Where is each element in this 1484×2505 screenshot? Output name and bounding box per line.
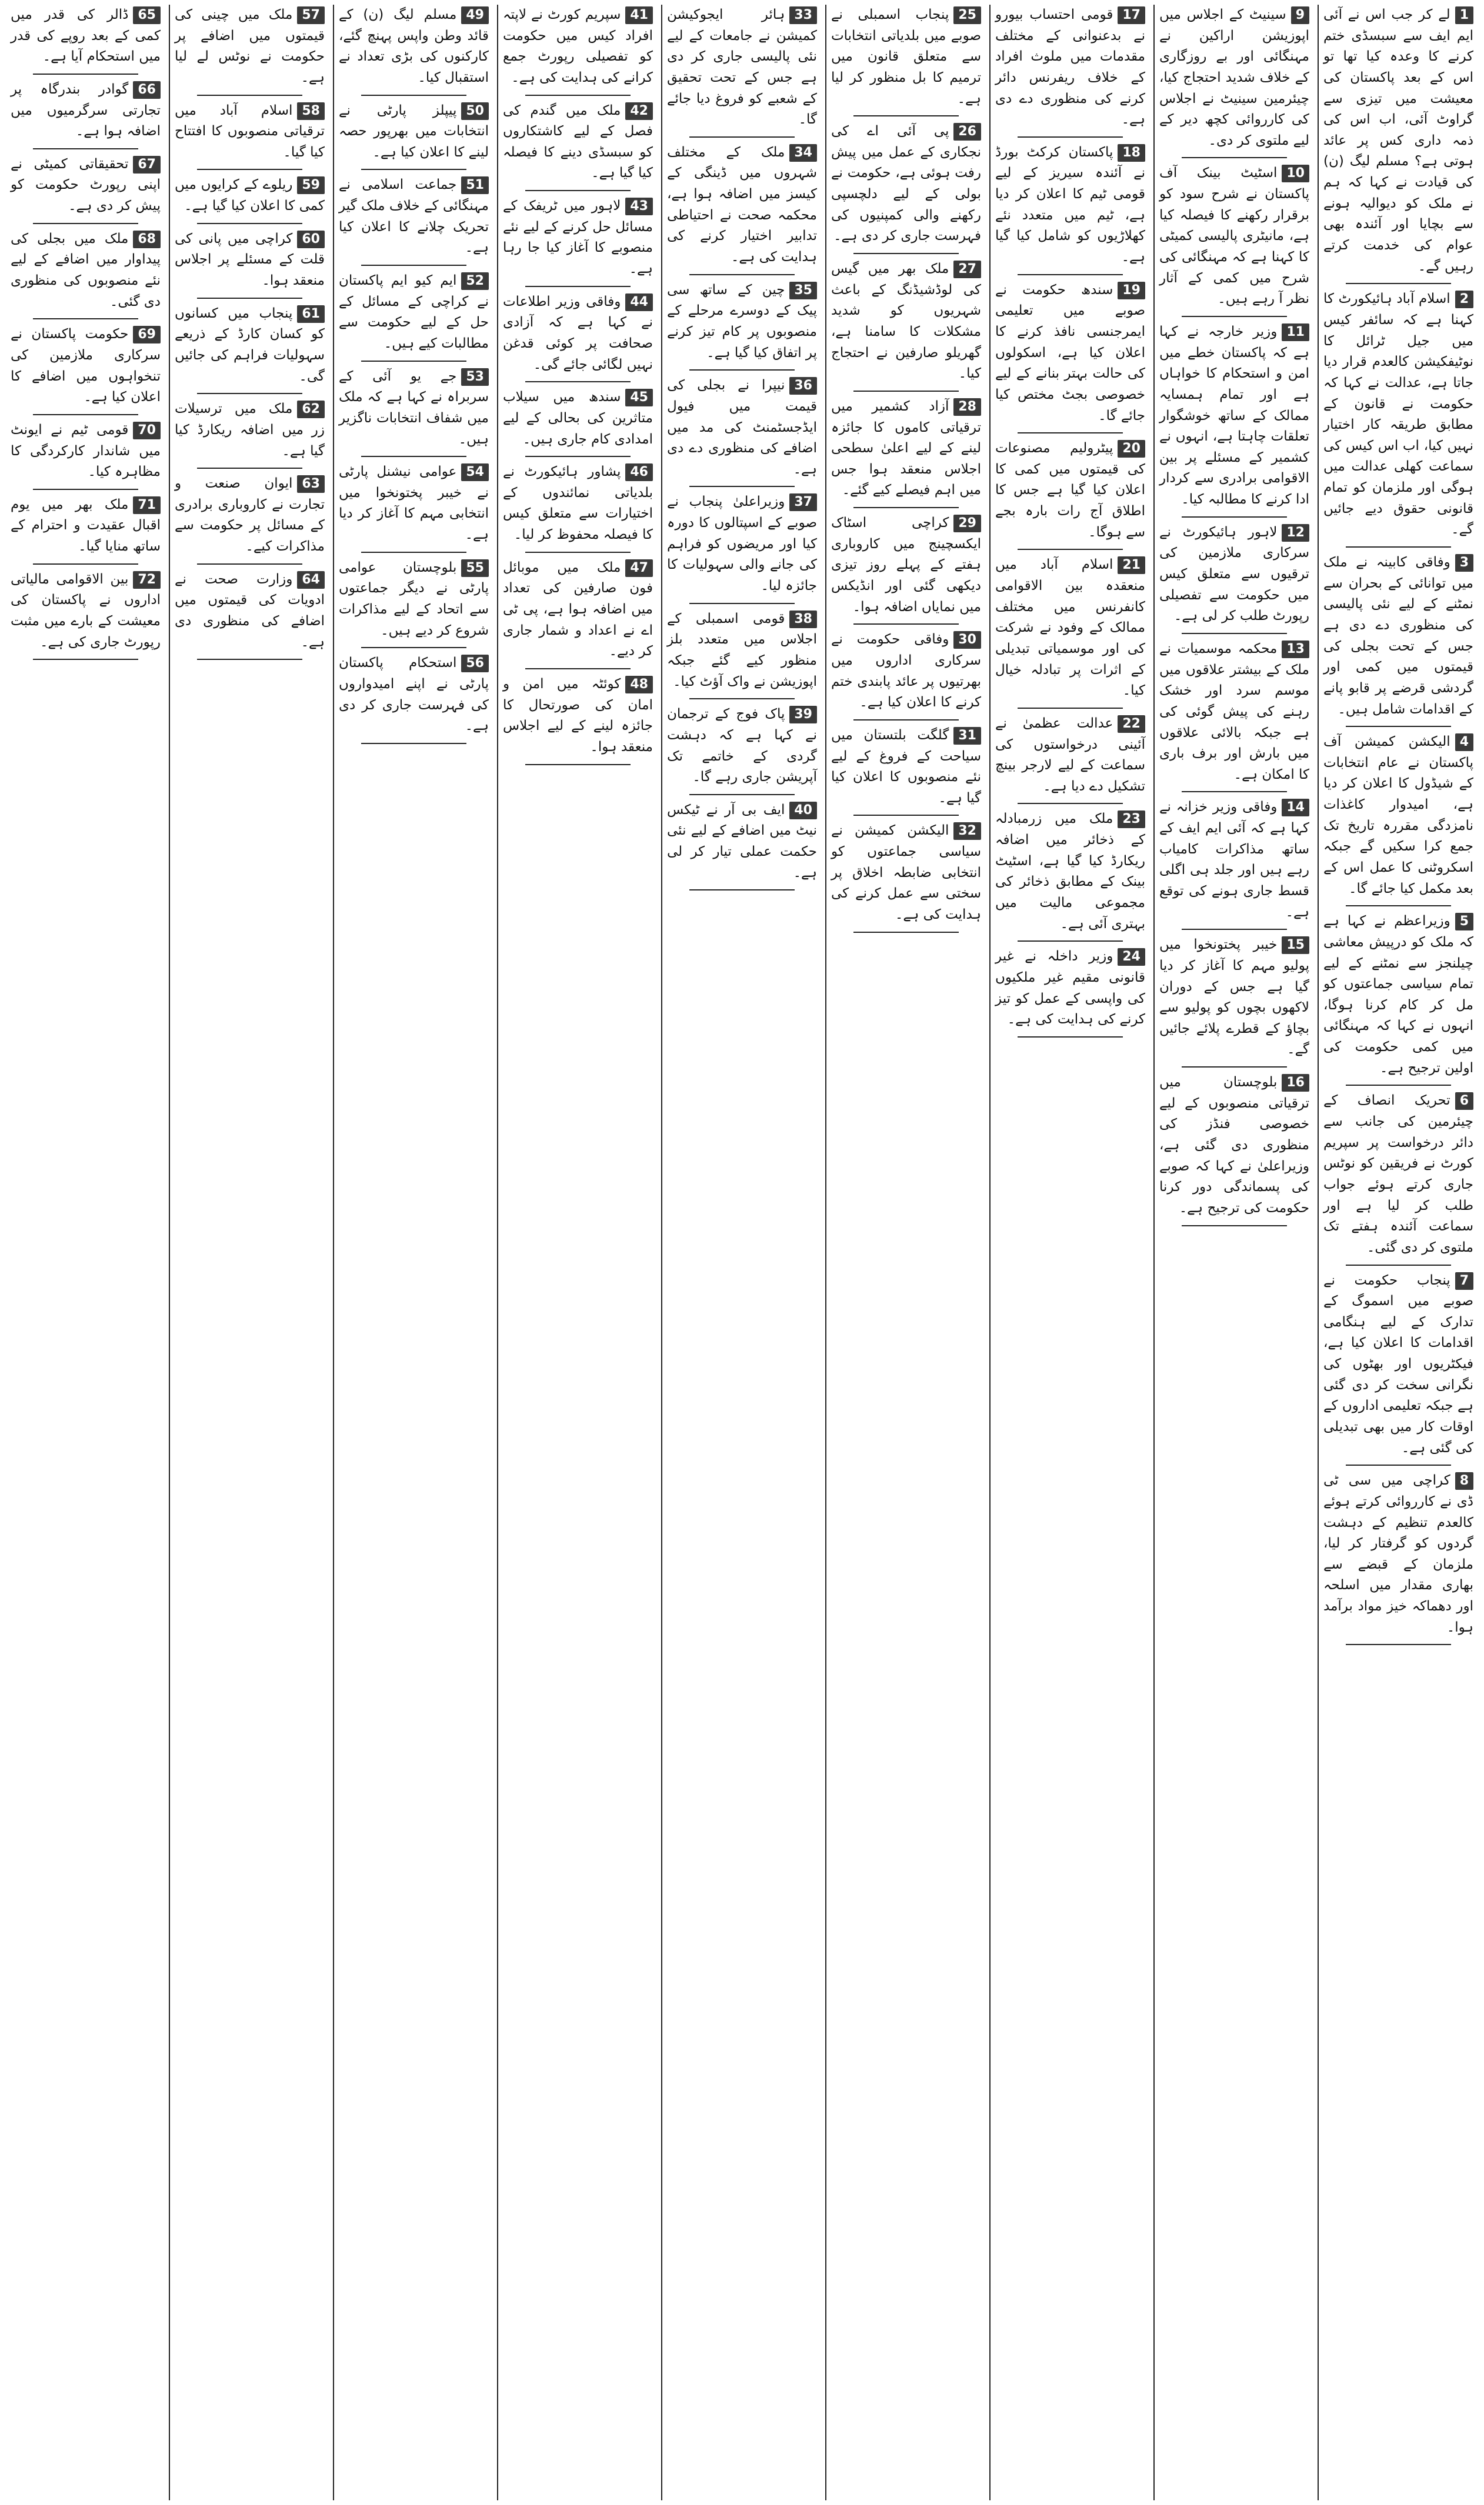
item-divider (33, 318, 138, 319)
item-number-badge: 20 (1118, 440, 1145, 458)
item-divider (525, 552, 631, 553)
item-divider (689, 486, 795, 487)
news-item (831, 121, 981, 247)
item-divider (689, 603, 795, 604)
item-divider (1346, 1085, 1451, 1086)
item-divider (1346, 1644, 1451, 1645)
item-divider (525, 286, 631, 287)
item-number-badge: 56 (461, 655, 489, 672)
news-item (175, 399, 325, 462)
item-text: قومی ٹیم نے ایونٹ میں شاندار کارکردگی کا مظاہرہ کیا۔ (11, 422, 161, 480)
item-text: کوئٹہ میں امن و امان کی صورتحال کا جائزہ لینے کے لیے اجلاس منعقد ہوا۔ (503, 676, 653, 755)
item-number-badge: 58 (297, 102, 325, 120)
item-number-badge: 62 (297, 401, 325, 418)
item-divider (525, 381, 631, 382)
news-item (1159, 5, 1309, 151)
news-item (339, 653, 489, 737)
item-number-badge: 13 (1282, 641, 1309, 658)
item-text: ملک میں بجلی کی پیداوار میں اضافے کے لیے نئے منصوبوں کی منظوری دی گئی۔ (11, 231, 161, 309)
item-text: کراچی اسٹاک ایکسچینج میں کاروباری ہفتے کے پہلے روز تیزی دیکھی گئی اور انڈیکس میں نمایاں اضافہ ہوا۔ (831, 515, 981, 615)
item-number-badge: 15 (1282, 936, 1309, 954)
item-number-badge: 59 (297, 176, 325, 194)
item-divider (853, 623, 959, 625)
item-text: اسلام آباد میں ترقیاتی منصوبوں کا افتتاح کیا گیا۔ (175, 102, 325, 160)
item-text: قومی احتساب بیورو نے بدعنوانی کے مختلف مقدمات میں ملوث افراد کے خلاف ریفرنس دائر کرنے کی منظوری دے دی ہے۔ (995, 7, 1145, 128)
item-number-badge: 12 (1282, 524, 1309, 542)
item-text: وفاقی وزیر خزانہ نے کہا ہے کہ آئی ایم ایف کے ساتھ مذاکرات کامیاب رہے ہیں اور جلد ہی اگلی قسط جاری ہونے کی توقع ہے۔ (1159, 799, 1309, 920)
news-item (995, 809, 1145, 935)
item-divider (197, 468, 302, 469)
item-number-badge: 60 (297, 231, 325, 248)
news-item (503, 558, 653, 662)
news-item (175, 175, 325, 216)
item-text: عدالت عظمیٰ نے آئینی درخواستوں کی سماعت کے لیے لارجر بینچ تشکیل دے دیا ہے۔ (995, 715, 1145, 794)
item-number-badge: 7 (1455, 1272, 1473, 1290)
item-text: قومی اسمبلی کے اجلاس میں متعدد بلز منظور کیے گئے جبکہ اپوزیشن نے واک آؤٹ کیا۔ (667, 611, 817, 689)
item-divider (33, 659, 138, 660)
item-text: الیکشن کمیشن نے سیاسی جماعتوں کو انتخابی ضابطہ اخلاق پر سختی سے عمل کرنے کی ہدایت کی ہے۔ (831, 823, 981, 922)
item-divider (525, 95, 631, 96)
item-number-badge: 2 (1455, 291, 1473, 308)
item-divider (853, 815, 959, 816)
news-item (1323, 552, 1473, 720)
item-number-badge: 43 (625, 198, 653, 215)
news-item (503, 292, 653, 376)
item-number-badge: 29 (953, 515, 981, 532)
item-number-badge: 34 (789, 144, 817, 162)
item-number-badge: 28 (953, 398, 981, 416)
news-item (339, 5, 489, 89)
news-item (11, 420, 161, 483)
item-divider (689, 889, 795, 890)
item-text: وفاقی وزیر اطلاعات نے کہا ہے کہ آزادی صحافت پر کوئی قدغن نہیں لگائی جائے گی۔ (503, 293, 653, 372)
news-item (175, 303, 325, 388)
news-item (175, 569, 325, 653)
item-number-badge: 71 (133, 496, 161, 514)
item-divider (361, 647, 466, 648)
news-columns (6, 5, 1478, 2500)
news-item (175, 5, 325, 89)
item-divider (1018, 940, 1123, 942)
item-divider (1182, 157, 1287, 158)
item-text: جے یو آئی کے سربراہ نے کہا ہے کہ ملک میں شفاف انتخابات ناگزیر ہیں۔ (339, 368, 489, 447)
item-text: وزارت صحت نے ادویات کی قیمتوں میں اضافے کی منظوری دی ہے۔ (175, 571, 325, 650)
news-item (175, 101, 325, 164)
news-item (175, 473, 325, 558)
item-text: آزاد کشمیر میں ترقیاتی کاموں کا جائزہ لینے کے لیے اعلیٰ سطحی اجلاس منعقد ہوا جس میں اہم فیصلے کیے گئے۔ (831, 398, 981, 498)
item-text: پنجاب اسمبلی نے صوبے میں بلدیاتی انتخابات سے متعلق قانون میں ترمیم کا بل منظور کر لیا ہے۔ (831, 7, 981, 106)
item-divider (1018, 803, 1123, 804)
news-item (831, 5, 981, 109)
item-number-badge: 31 (953, 727, 981, 745)
item-text: ملک میں ترسیلات زر میں اضافہ ریکارڈ کیا گیا ہے۔ (175, 401, 325, 459)
news-item (339, 462, 489, 546)
item-number-badge: 33 (789, 6, 817, 24)
item-text: پشاور ہائیکورٹ نے بلدیاتی نمائندوں کے اختیارات سے متعلق کیس کا فیصلہ محفوظ کر لیا۔ (503, 464, 653, 543)
item-text: پاک فوج کے ترجمان نے کہا ہے کہ دہشت گردی کے خاتمے تک آپریشن جاری رہے گا۔ (667, 706, 817, 785)
item-text: پیٹرولیم مصنوعات کی قیمتوں میں کمی کا اعلان کیا گیا ہے جس کا اطلاق آج رات بارہ بجے سے ہوگا۔ (995, 441, 1145, 540)
news-item (11, 79, 161, 142)
news-item (1159, 522, 1309, 627)
news-item (11, 154, 161, 217)
news-item (339, 366, 489, 451)
item-number-badge: 10 (1282, 165, 1309, 182)
item-text: لے کر جب اس نے آئی ایم ایف سے سبسڈی ختم کرنے کا وعدہ کیا تھا تو اس کے بعد پاکستان کی معیشت میں تیزی سے گراوٹ آئی، اب اس کی ذمہ داری کس پر عائد ہوتی ہے؟ مسلم لیگ (ن) کی قیادت نے کہا کہ ہم نے ملک کو دیوالیہ ہونے سے بچایا اور آئندہ بھی عوام کی خدمت کرتے رہیں گے۔ (1323, 7, 1473, 274)
news-item (995, 142, 1145, 268)
item-number-badge: 69 (133, 326, 161, 343)
item-text: سندھ حکومت نے صوبے میں تعلیمی ایمرجنسی نافذ کرنے کا اعلان کیا ہے، اسکولوں کی حالت بہتر بنانے کے لیے خصوصی بجٹ مختص کیا جائے گا۔ (995, 282, 1145, 423)
news-item (667, 375, 817, 480)
item-number-badge: 52 (461, 272, 489, 290)
news-item (503, 101, 653, 185)
item-text: ملک بھر میں گیس کی لوڈشیڈنگ کے باعث شہریوں کو شدید مشکلات کا سامنا ہے، گھریلو صارفین نے احتجاج کیا۔ (831, 261, 981, 382)
item-divider (853, 115, 959, 116)
item-number-badge: 9 (1291, 6, 1309, 24)
item-divider (853, 932, 959, 933)
news-item (831, 820, 981, 925)
item-divider (689, 794, 795, 795)
item-number-badge: 24 (1118, 948, 1145, 966)
item-text: سینیٹ کے اجلاس میں اپوزیشن اراکین نے مہنگائی اور بے روزگاری کے خلاف شدید احتجاج کیا، چیئرمین سینیٹ نے اجلاس کی کارروائی کچھ دیر کے لیے ملتوی کر دی۔ (1159, 7, 1309, 148)
item-text: ملک بھر میں یوم اقبال عقیدت و احترام کے ساتھ منایا گیا۔ (11, 496, 161, 555)
item-text: پیپلز پارٹی نے انتخابات میں بھرپور حصہ لینے کا اعلان کیا ہے۔ (339, 102, 489, 160)
item-number-badge: 5 (1455, 913, 1473, 930)
item-divider (197, 95, 302, 96)
item-text: استحکام پاکستان پارٹی نے اپنے امیدواروں کی فہرست جاری کر دی ہے۔ (339, 655, 489, 734)
item-text: محکمہ موسمیات نے ملک کے بیشتر علاقوں میں موسم سرد اور خشک رہنے کی پیش گوئی کی ہے جبکہ بالائی علاقوں میں بارش اور برف باری کا امکان ہے۔ (1159, 641, 1309, 782)
item-divider (1346, 546, 1451, 548)
news-item (831, 629, 981, 713)
news-item (995, 5, 1145, 131)
item-number-badge: 54 (461, 463, 489, 481)
item-text: اسٹیٹ بینک آف پاکستان نے شرح سود کو برقرار رکھنے کا فیصلہ کیا ہے، مانیٹری پالیسی کمیٹی کا کہنا ہے کہ مہنگائی کی شرح میں کمی کے آثار نظر آ رہے ہیں۔ (1159, 165, 1309, 307)
item-number-badge: 16 (1282, 1074, 1309, 1092)
news-column (989, 5, 1150, 2500)
item-divider (1182, 1066, 1287, 1068)
item-text: ملک میں گندم کی فصل کے لیے کاشتکاروں کو سبسڈی دینے کا فیصلہ کیا گیا ہے۔ (503, 102, 653, 181)
item-divider (689, 369, 795, 371)
item-text: پی آئی اے کی نجکاری کے عمل میں پیش رفت ہوئی ہے، حکومت نے بولی کے لیے دلچسپی رکھنے والی کمپنیوں کی فہرست جاری کر دی ہے۔ (831, 124, 981, 244)
item-divider (1182, 929, 1287, 930)
item-text: وزیراعظم نے کہا ہے کہ ملک کو درپیش معاشی چیلنجز سے نمٹنے کے لیے تمام سیاسی جماعتوں کو مل کر کام کرنا ہوگا، انہوں نے کہا کہ مہنگائی میں کمی حکومت کی اولین ترجیح ہے۔ (1323, 913, 1473, 1076)
item-divider (361, 456, 466, 457)
item-divider (689, 274, 795, 275)
item-text: ملک میں چینی کی قیمتوں میں اضافے پر حکومت نے نوٹس لے لیا ہے۔ (175, 7, 325, 85)
item-divider (1182, 791, 1287, 792)
item-number-badge: 66 (133, 81, 161, 99)
item-divider (33, 223, 138, 224)
item-text: وفاقی کابینہ نے ملک میں توانائی کے بحران سے نمٹنے کے لیے نئی پالیسی کی منظوری دے دی ہے جس کے تحت بجلی کی قیمتوں میں کمی اور گردشی قرضے پر قابو پانے کے اقدامات شامل ہیں۔ (1323, 555, 1473, 717)
news-column (1153, 5, 1314, 2500)
item-number-badge: 17 (1118, 6, 1145, 24)
news-item (1323, 911, 1473, 1079)
item-number-badge: 63 (297, 475, 325, 493)
item-number-badge: 47 (625, 559, 653, 577)
item-number-badge: 3 (1455, 554, 1473, 572)
item-divider (361, 552, 466, 553)
item-number-badge: 55 (461, 559, 489, 577)
item-number-badge: 1 (1455, 6, 1473, 24)
news-item (1159, 797, 1309, 923)
item-number-badge: 70 (133, 422, 161, 439)
item-divider (361, 265, 466, 266)
item-text: گلگت بلتستان میں سیاحت کے فروغ کے لیے نئے منصوبوں کا اعلان کیا گیا ہے۔ (831, 727, 981, 806)
news-item (667, 142, 817, 268)
item-number-badge: 57 (297, 6, 325, 24)
item-divider (197, 393, 302, 394)
item-number-badge: 37 (789, 493, 817, 511)
item-number-badge: 49 (461, 6, 489, 24)
item-text: ایف بی آر نے ٹیکس نیٹ میں اضافے کے لیے نئی حکمت عملی تیار کر لی ہے۔ (667, 802, 817, 880)
item-number-badge: 18 (1118, 144, 1145, 162)
news-item (1323, 1470, 1473, 1638)
item-divider (1182, 316, 1287, 317)
news-item (503, 674, 653, 758)
item-number-badge: 19 (1118, 282, 1145, 299)
news-item (831, 396, 981, 501)
item-number-badge: 8 (1455, 1472, 1473, 1490)
item-text: کراچی میں سی ٹی ڈی نے کارروائی کرتے ہوئے کالعدم تنظیم کے دہشت گردوں کو گرفتار کر لیا، ملزمان کے قبضے سے بھاری مقدار میں اسلحہ اور دھماکہ خیز مواد برآمد ہوا۔ (1323, 1473, 1473, 1635)
news-item (339, 271, 489, 355)
news-item (503, 196, 653, 280)
item-number-badge: 45 (625, 389, 653, 406)
item-text: ایم کیو ایم پاکستان نے کراچی کے مسائل کے حل کے لیے حکومت سے مطالبات کیے ہیں۔ (339, 273, 489, 351)
item-text: گوادر بندرگاہ پر تجارتی سرگرمیوں میں اضافہ ہوا ہے۔ (11, 81, 161, 139)
news-item (995, 713, 1145, 798)
item-number-badge: 67 (133, 156, 161, 174)
item-text: کراچی میں پانی کی قلت کے مسئلے پر اجلاس منعقد ہوا۔ (175, 231, 325, 289)
item-number-badge: 11 (1282, 323, 1309, 341)
item-divider (1018, 708, 1123, 709)
item-number-badge: 51 (461, 176, 489, 194)
item-text: ملک کے مختلف شہروں میں ڈینگی کے کیسز میں اضافہ ہوا ہے، محکمہ صحت نے احتیاطی تدابیر اختیار کرنے کی ہدایت کی ہے۔ (667, 144, 817, 265)
item-divider (525, 764, 631, 765)
item-text: چین کے ساتھ سی پیک کے دوسرے مرحلے کے منصوبوں پر کام تیز کرنے پر اتفاق کیا گیا ہے۔ (667, 282, 817, 361)
news-item (1323, 1270, 1473, 1459)
item-number-badge: 22 (1118, 715, 1145, 733)
item-number-badge: 4 (1455, 733, 1473, 751)
news-item (667, 5, 817, 131)
item-number-badge: 23 (1118, 810, 1145, 828)
item-text: ہائر ایجوکیشن کمیشن نے جامعات کے لیے نئی پالیسی جاری کر دی ہے جس کے تحت تحقیق کے شعبے کو فروغ دیا جائے گا۔ (667, 7, 817, 128)
news-item (995, 280, 1145, 426)
item-text: ملک میں موبائل فون صارفین کی تعداد میں اضافہ ہوا ہے، پی ٹی اے نے اعداد و شمار جاری کر دیے۔ (503, 559, 653, 659)
item-text: جماعت اسلامی نے مہنگائی کے خلاف ملک گیر تحریک چلانے کا اعلان کیا ہے۔ (339, 177, 489, 256)
news-column (825, 5, 986, 2500)
news-item (503, 5, 653, 89)
item-divider (1018, 432, 1123, 433)
news-column (497, 5, 658, 2500)
item-number-badge: 41 (625, 6, 653, 24)
item-text: اسلام آباد میں منعقدہ بین الاقوامی کانفرنس میں مختلف ممالک کے وفود نے شرکت کی اور موسمیاتی تبدیلی کے اثرات پر تبادلہ خیال کیا۔ (995, 557, 1145, 699)
news-item (339, 175, 489, 259)
news-item (11, 5, 161, 68)
news-item (1323, 1090, 1473, 1258)
news-column (6, 5, 165, 2500)
item-divider (525, 190, 631, 191)
item-text: وفاقی حکومت نے سرکاری اداروں میں بھرتیوں پر عائد پابندی ختم کرنے کا اعلان کیا ہے۔ (831, 632, 981, 711)
item-divider (853, 719, 959, 721)
item-number-badge: 30 (953, 631, 981, 649)
item-number-badge: 61 (297, 305, 325, 323)
item-divider (853, 253, 959, 254)
item-number-badge: 6 (1455, 1092, 1473, 1110)
news-item (175, 229, 325, 292)
item-divider (853, 391, 959, 392)
item-text: ریلوے کے کرایوں میں کمی کا اعلان کیا گیا ہے۔ (175, 177, 325, 214)
item-divider (33, 74, 138, 75)
item-number-badge: 68 (133, 231, 161, 248)
item-divider (361, 743, 466, 744)
news-item (11, 495, 161, 558)
item-divider (1182, 1225, 1287, 1226)
item-divider (197, 659, 302, 660)
item-divider (33, 563, 138, 565)
news-item (339, 101, 489, 164)
news-column (1318, 5, 1478, 2500)
item-number-badge: 42 (625, 102, 653, 120)
item-text: نیپرا نے بجلی کی قیمت میں فیول ایڈجسٹمنٹ کی مد میں اضافے کی منظوری دے دی ہے۔ (667, 378, 817, 477)
news-item (831, 513, 981, 618)
item-divider (33, 489, 138, 490)
item-text: پنجاب میں کسانوں کو کسان کارڈ کے ذریعے سہولیات فراہم کی جائیں گی۔ (175, 305, 325, 384)
news-item (11, 229, 161, 313)
item-number-badge: 32 (953, 822, 981, 840)
item-text: بین الاقوامی مالیاتی اداروں نے پاکستان کی معیشت کے بارے میں مثبت رپورٹ جاری کی ہے۔ (11, 571, 161, 650)
item-number-badge: 40 (789, 802, 817, 819)
item-divider (1346, 905, 1451, 906)
item-number-badge: 65 (133, 6, 161, 24)
news-item (667, 280, 817, 364)
news-item (831, 725, 981, 809)
item-divider (1018, 274, 1123, 275)
item-divider (1346, 1465, 1451, 1466)
news-column (661, 5, 822, 2500)
item-number-badge: 64 (297, 571, 325, 589)
news-item (1323, 5, 1473, 277)
item-number-badge: 53 (461, 368, 489, 386)
news-column (169, 5, 329, 2500)
news-item (1159, 163, 1309, 309)
item-number-badge: 48 (625, 676, 653, 693)
item-text: سپریم کورٹ نے لاپتہ افراد کیس میں حکومت کو تفصیلی رپورٹ جمع کرانے کی ہدایت کی ہے۔ (503, 7, 653, 85)
news-column (333, 5, 493, 2500)
item-text: لاہور میں ٹریفک کے مسائل حل کرنے کے لیے نئے منصوبے کا آغاز کیا جا رہا ہے۔ (503, 198, 653, 277)
news-item (1323, 732, 1473, 899)
news-item (339, 558, 489, 642)
news-item (1159, 322, 1309, 511)
news-item (831, 259, 981, 385)
item-divider (361, 169, 466, 170)
item-number-badge: 14 (1282, 799, 1309, 816)
item-text: مسلم لیگ (ن) کے قائد وطن واپس پہنچ گئے، کارکنوں کی بڑی تعداد نے استقبال کیا۔ (339, 7, 489, 85)
item-text: بلوچستان میں ترقیاتی منصوبوں کے لیے خصوصی فنڈز کی منظوری دی گئی ہے، وزیراعلیٰ نے کہا کہ صوبے کی پسماندگی دور کرنا حکومت کی ترجیح ہے۔ (1159, 1075, 1309, 1216)
item-text: عوامی نیشنل پارٹی نے خیبر پختونخوا میں انتخابی مہم کا آغاز کر دیا ہے۔ (339, 464, 489, 543)
item-text: ملک میں زرمبادلہ کے ذخائر میں اضافہ ریکارڈ کیا گیا ہے، اسٹیٹ بینک کے مطابق ذخائر کی مجموعی مالیت میں بہتری آئی ہے۔ (995, 811, 1145, 932)
item-divider (689, 136, 795, 138)
item-divider (853, 507, 959, 508)
item-number-badge: 25 (953, 6, 981, 24)
item-divider (1346, 1265, 1451, 1266)
news-item (995, 555, 1145, 701)
item-divider (1018, 136, 1123, 138)
item-divider (197, 169, 302, 170)
item-text: پنجاب حکومت نے صوبے میں اسموگ کے تدارک کے لیے ہنگامی اقدامات کا اعلان کیا ہے، فیکٹریوں اور بھٹوں کی نگرانی سخت کر دی گئی ہے جبکہ تعلیمی اداروں کے اوقات کار میں بھی تبدیلی کی گئی ہے۔ (1323, 1272, 1473, 1456)
item-number-badge: 50 (461, 102, 489, 120)
news-item (1159, 935, 1309, 1060)
item-number-badge: 35 (789, 282, 817, 299)
news-item (11, 569, 161, 653)
item-divider (1182, 633, 1287, 634)
news-item (667, 800, 817, 884)
item-divider (1346, 726, 1451, 727)
item-text: بلوچستان عوامی پارٹی نے دیگر جماعتوں سے اتحاد کے لیے مذاکرات شروع کر دیے ہیں۔ (339, 559, 489, 638)
item-text: ڈالر کی قدر میں کمی کے بعد روپے کی قدر میں استحکام آیا ہے۔ (11, 7, 161, 65)
item-divider (1182, 516, 1287, 518)
item-number-badge: 38 (789, 611, 817, 628)
item-text: تحریک انصاف کے چیئرمین کی جانب سے دائر درخواست پر سپریم کورٹ نے فریقین کو نوٹس جاری کرتے ہوئے جواب طلب کر لیا ہے اور سماعت آئندہ ہفتے تک ملتوی کر دی گئی۔ (1323, 1093, 1473, 1255)
news-item (667, 609, 817, 693)
item-divider (525, 668, 631, 669)
item-divider (361, 95, 466, 96)
item-text: سندھ میں سیلاب متاثرین کی بحالی کے لیے امدادی کام جاری ہیں۔ (503, 389, 653, 447)
item-divider (33, 148, 138, 149)
item-number-badge: 46 (625, 463, 653, 481)
item-divider (525, 456, 631, 457)
news-item (995, 946, 1145, 1030)
item-number-badge: 27 (953, 261, 981, 278)
item-text: اسلام آباد ہائیکورٹ کا کہنا ہے کہ سائفر کیس میں جیل ٹرائل کا نوٹیفکیشن کالعدم قرار دیا جاتا ہے، عدالت نے کہا کہ حکومت نے قانون کے مطابق طریقہ کار اختیار نہیں کیا، اب اس کیس کی سماعت کھلی عدالت میں ہوگی اور ملزمان کو تمام قانونی حقوق دیے جائیں گے۔ (1323, 291, 1473, 538)
item-text: ایوان صنعت و تجارت نے کاروباری برادری کے مسائل پر حکومت سے مذاکرات کیے۔ (175, 476, 325, 555)
news-item (503, 387, 653, 450)
item-number-badge: 26 (953, 123, 981, 141)
item-text: پاکستان کرکٹ بورڈ نے آئندہ سیریز کے لیے قومی ٹیم کا اعلان کر دیا ہے، ٹیم میں متعدد نئے کھلاڑیوں کو شامل کیا گیا ہے۔ (995, 144, 1145, 265)
item-text: وزیراعلیٰ پنجاب نے صوبے کے اسپتالوں کا دورہ کیا اور مریضوں کو فراہم کی جانے والی سہولیات کا جائزہ لیا۔ (667, 494, 817, 594)
news-item (1159, 639, 1309, 785)
news-item (11, 324, 161, 408)
item-divider (1346, 283, 1451, 284)
item-number-badge: 72 (133, 571, 161, 589)
item-number-badge: 39 (789, 706, 817, 723)
item-divider (361, 361, 466, 362)
item-text: حکومت پاکستان نے سرکاری ملازمین کی تنخواہوں میں اضافے کا اعلان کیا ہے۔ (11, 326, 161, 405)
item-number-badge: 44 (625, 293, 653, 311)
news-item (1159, 1072, 1309, 1219)
item-text: الیکشن کمیشن آف پاکستان نے عام انتخابات کے شیڈول کا اعلان کر دیا ہے، امیدوار کاغذات نامزدگی مقررہ تاریخ تک جمع کرا سکیں گے جبکہ اسکروٹنی کا عمل اس کے بعد مکمل کیا جائے گا۔ (1323, 734, 1473, 896)
item-divider (689, 698, 795, 699)
news-item (503, 462, 653, 546)
item-text: وزیر خارجہ نے کہا ہے کہ پاکستان خطے میں امن و استحکام کا خواہاں ہے اور تمام ہمسایہ ممالک کے ساتھ خوشگوار تعلقات چاہتا ہے، انہوں نے کشمیر کے مسئلے پر بین الاقوامی برادری سے کردار ادا کرنے کا مطالبہ کیا۔ (1159, 323, 1309, 508)
news-item (1323, 289, 1473, 541)
item-divider (1018, 1036, 1123, 1038)
news-item (667, 492, 817, 596)
item-divider (197, 223, 302, 224)
item-divider (197, 563, 302, 565)
item-text: خیبر پختونخوا میں پولیو مہم کا آغاز کر دیا گیا ہے جس کے دوران لاکھوں بچوں کو پولیو سے بچاؤ کے قطرے پلائے جائیں گے۔ (1159, 937, 1309, 1058)
item-text: تحقیقاتی کمیٹی نے اپنی رپورٹ حکومت کو پیش کر دی ہے۔ (11, 156, 161, 214)
item-text: وزیر داخلہ نے غیر قانونی مقیم غیر ملکیوں کی واپسی کے عمل کو تیز کرنے کی ہدایت کی ہے۔ (995, 949, 1145, 1028)
item-number-badge: 36 (789, 377, 817, 395)
news-item (667, 704, 817, 788)
item-number-badge: 21 (1118, 556, 1145, 574)
item-divider (1018, 549, 1123, 550)
item-divider (33, 414, 138, 415)
item-divider (197, 298, 302, 299)
item-text: لاہور ہائیکورٹ نے سرکاری ملازمین کی ترقیوں سے متعلق کیس میں حکومت سے تفصیلی رپورٹ طلب کر لی ہے۔ (1159, 524, 1309, 624)
news-item (995, 438, 1145, 543)
